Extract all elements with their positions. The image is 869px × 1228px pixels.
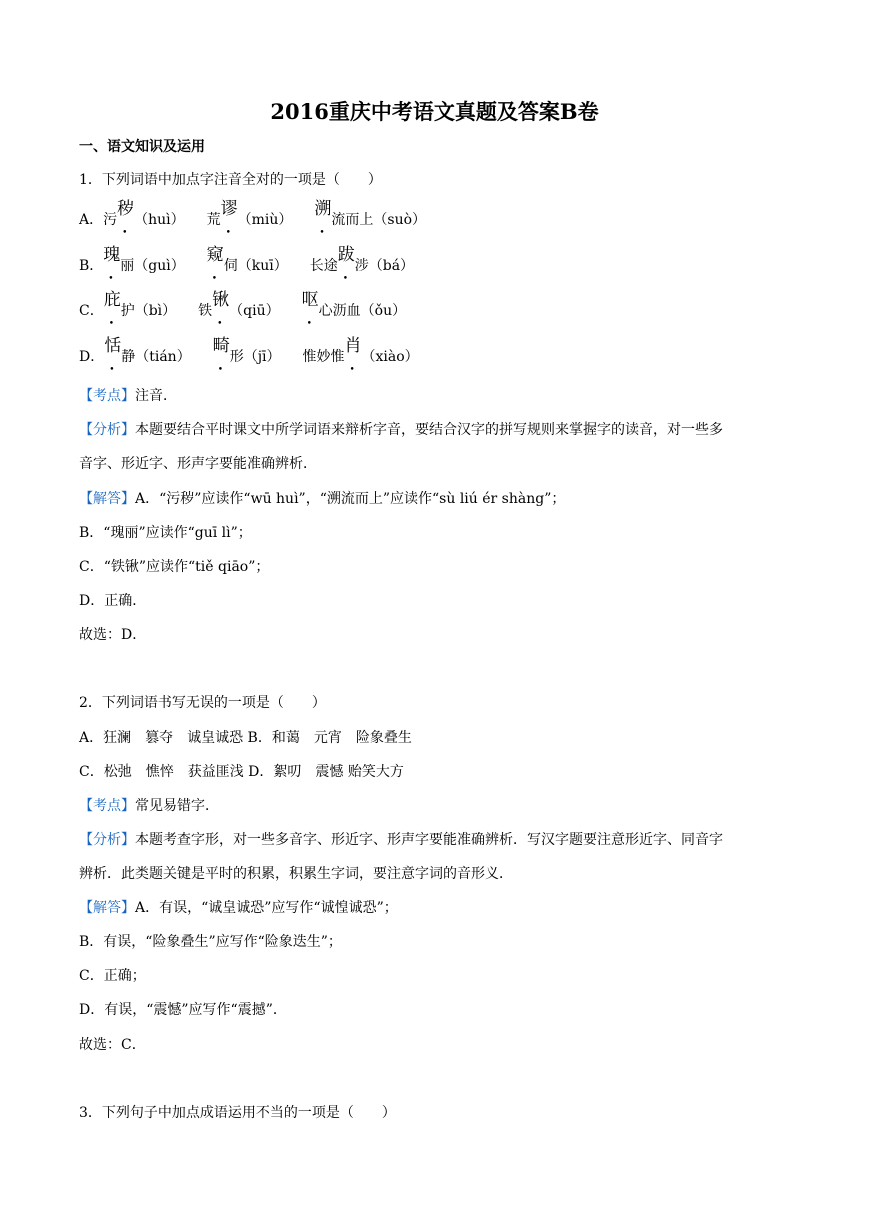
q1-option-b: B．瑰丽（guì）窥伺（kuī） 长途跋涉（bá） <box>79 245 415 274</box>
q1-fenxi-cont: 音字、形近字、形声字要能准确辨析． <box>79 456 317 472</box>
q2-answer: 故选：C． <box>79 1037 146 1053</box>
q2-kaodian: 【考点】常见易错字． <box>79 798 219 814</box>
q2-jieda-b: B．有误，“险象叠生”应写作“险象迭生”； <box>79 934 342 950</box>
section-heading: 一、语文知识及运用 <box>79 139 205 155</box>
kaodian-tag: 【考点】 <box>79 798 135 814</box>
q1-option-a: A．污秽（huì） 荒谬（miù）溯流而上（suò） <box>79 199 427 228</box>
q1-fenxi: 【分析】本题要结合平时课文中所学词语来辩析字音，要结合汉字的拼写规则来掌握字的读音，对一些多 <box>79 422 723 438</box>
q1-answer: 故选：D． <box>79 627 147 643</box>
q2-stem: 2．下列词语书写无误的一项是（ ） <box>79 695 326 711</box>
q2-fenxi-cont: 辨析．此类题关键是平时的积累，积累生字词，要注意字词的音形义． <box>79 866 513 882</box>
dotted-char: 庇 <box>103 290 121 310</box>
q1-kaodian: 【考点】注音． <box>79 388 177 404</box>
q1-jieda-c: C．“铁锹”应读作“tiě qiāo”； <box>79 559 270 575</box>
q2-fenxi: 【分析】本题考查字形，对一些多音字、形近字、形声字要能准确辨析．写汉字题要注意形近字、同音字 <box>79 832 723 848</box>
q2-jieda-d: D．有误，“震憾”应写作“震撼”． <box>79 1002 287 1018</box>
q1-jieda-d: D．正确． <box>79 593 147 609</box>
jieda-tag: 【解答】 <box>79 491 135 507</box>
dotted-char: 肖 <box>344 336 362 356</box>
dotted-char: 溯 <box>314 199 332 219</box>
fenxi-tag: 【分析】 <box>79 832 135 848</box>
dotted-char: 跋 <box>337 245 355 265</box>
dotted-char: 谬 <box>220 199 238 219</box>
q3-stem: 3．下列句子中加点成语运用不当的一项是（ ） <box>79 1105 396 1121</box>
q1-jieda: 【解答】A．“污秽”应读作“wū huì”，“溯流而上”应读作“sù liú ér shàng”； <box>79 491 566 507</box>
q1-option-d: D．恬静（tián）畸形（jī） 惟妙惟肖（xiào） <box>79 336 419 365</box>
dotted-char: 锹 <box>212 290 230 310</box>
fenxi-tag: 【分析】 <box>79 422 135 438</box>
kaodian-tag: 【考点】 <box>79 388 135 404</box>
jieda-tag: 【解答】 <box>79 900 135 916</box>
q1-stem: 1．下列词语中加点字注音全对的一项是（ ） <box>79 172 382 188</box>
q2-options-cd: C．松弛 憔悴 获益匪浅 D．絮叨 震憾 贻笑大方 <box>79 764 404 780</box>
dotted-char: 呕 <box>301 290 319 310</box>
q1-jieda-b: B．“瑰丽”应读作“guī lì”； <box>79 525 252 541</box>
q2-options-ab: A．狂澜 篡夺 诚皇诚恐 B．和蔼 元宵 险象叠生 <box>79 730 412 746</box>
q1-option-c: C．庇护（bì） 铁锹（qiū）呕心沥血（ǒu） <box>79 290 407 319</box>
dotted-char: 恬 <box>104 336 122 356</box>
dotted-char: 秽 <box>117 199 135 219</box>
q2-jieda: 【解答】A．有误，“诚皇诚恐”应写作“诚惶诚恐”； <box>79 900 398 916</box>
dotted-char: 畸 <box>212 336 230 356</box>
dotted-char: 窥 <box>206 245 224 265</box>
q2-jieda-c: C．正确； <box>79 968 146 984</box>
dotted-char: 瑰 <box>103 245 121 265</box>
document-title: 2016重庆中考语文真题及答案B卷 <box>270 99 599 124</box>
